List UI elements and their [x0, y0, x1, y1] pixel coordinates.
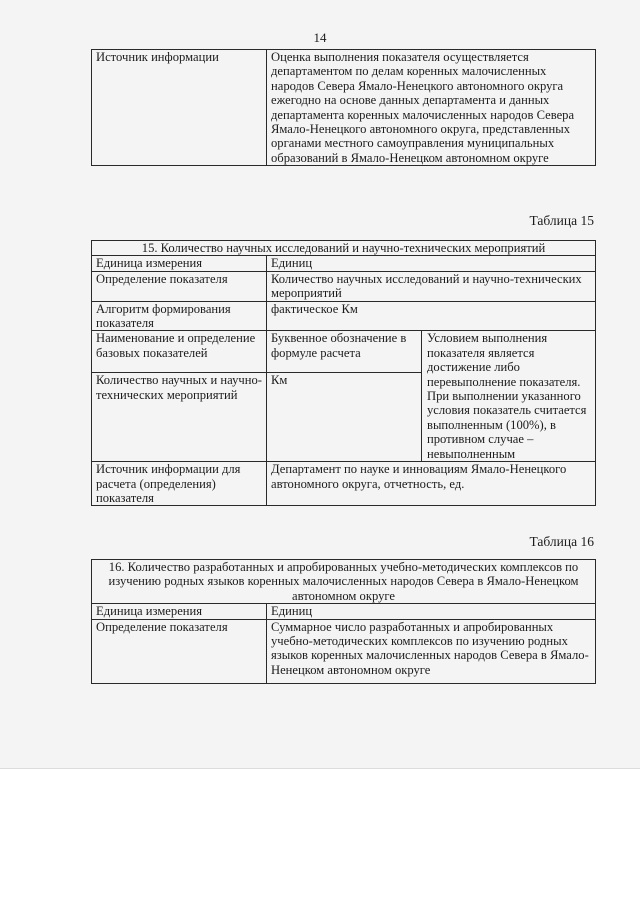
source-label: Источник информации	[92, 50, 267, 166]
source-text: Оценка выполнения показателя осуществляется департаментом по делам коренных малочисленных народов Севера Ямало-Ненецкого автономного округа ежегодно на основе данных департамента и данных департамента коренных малочисленных народов Севера Ямало-Ненецкого автономного округа, представленных органами местного самоуправления муниципальных образований в Ямало-Ненецком автономном округе	[267, 50, 596, 166]
table-row	[92, 241, 596, 256]
unit-value: Единиц	[267, 604, 596, 619]
unit-label: Единица измерения	[92, 604, 267, 619]
table-row	[92, 560, 596, 604]
page-number: 14	[313, 30, 327, 45]
definition-label: Определение показателя	[92, 271, 267, 301]
table-16-title: 16. Количество разработанных и апробированных учебно-методических комплексов по изучению родных языков коренных малочисленных народов Севера в Ямало-Ненецком автономном округе	[92, 560, 596, 604]
table-14-continuation	[91, 49, 596, 166]
completion-condition: Условием выполнения показателя является достижение либо перевыполнение показателя. При выполнении указанного условия показатель считается выполненным (100%), в противном случае – невыполненным	[422, 331, 596, 462]
table-row	[92, 301, 596, 331]
table-row	[92, 619, 596, 684]
table-row	[92, 256, 596, 271]
unit-value: Единиц	[267, 256, 596, 271]
table-row	[92, 50, 596, 166]
unit-label: Единица измерения	[92, 256, 267, 271]
table-row	[92, 604, 596, 619]
table-16-caption: Таблица 16	[529, 534, 594, 549]
definition-label: Определение показателя	[92, 619, 267, 684]
base-indicators-label: Наименование и определение базовых показателей	[92, 331, 267, 373]
source-label: Источник информации для расчета (определения) показателя	[92, 462, 267, 506]
table-15	[91, 240, 596, 506]
table-15-title: 15. Количество научных исследований и научно-технических мероприятий	[92, 241, 596, 256]
definition-value: Суммарное число разработанных и апробированных учебно-методических комплексов по изучению родных языков коренных малочисленных народов Севера в Ямало-Ненецком автономном округе	[267, 619, 596, 684]
table-row	[92, 271, 596, 301]
definition-value: Количество научных исследований и научно-технических мероприятий	[267, 271, 596, 301]
algorithm-label: Алгоритм формирования показателя	[92, 301, 267, 331]
indicator-letter: Км	[267, 373, 422, 462]
table-15-caption: Таблица 15	[529, 213, 594, 228]
table-row	[92, 331, 596, 373]
table-row	[92, 462, 596, 506]
source-text: Департамент по науке и инновациям Ямало-Ненецкого автономного округа, отчетность, ед.	[267, 462, 596, 506]
algorithm-value: фактическое Км	[267, 301, 596, 331]
letter-designation-label: Буквенное обозначение в формуле расчета	[267, 331, 422, 373]
table-16	[91, 559, 596, 684]
indicator-name: Количество научных и научно-технических мероприятий	[92, 373, 267, 462]
